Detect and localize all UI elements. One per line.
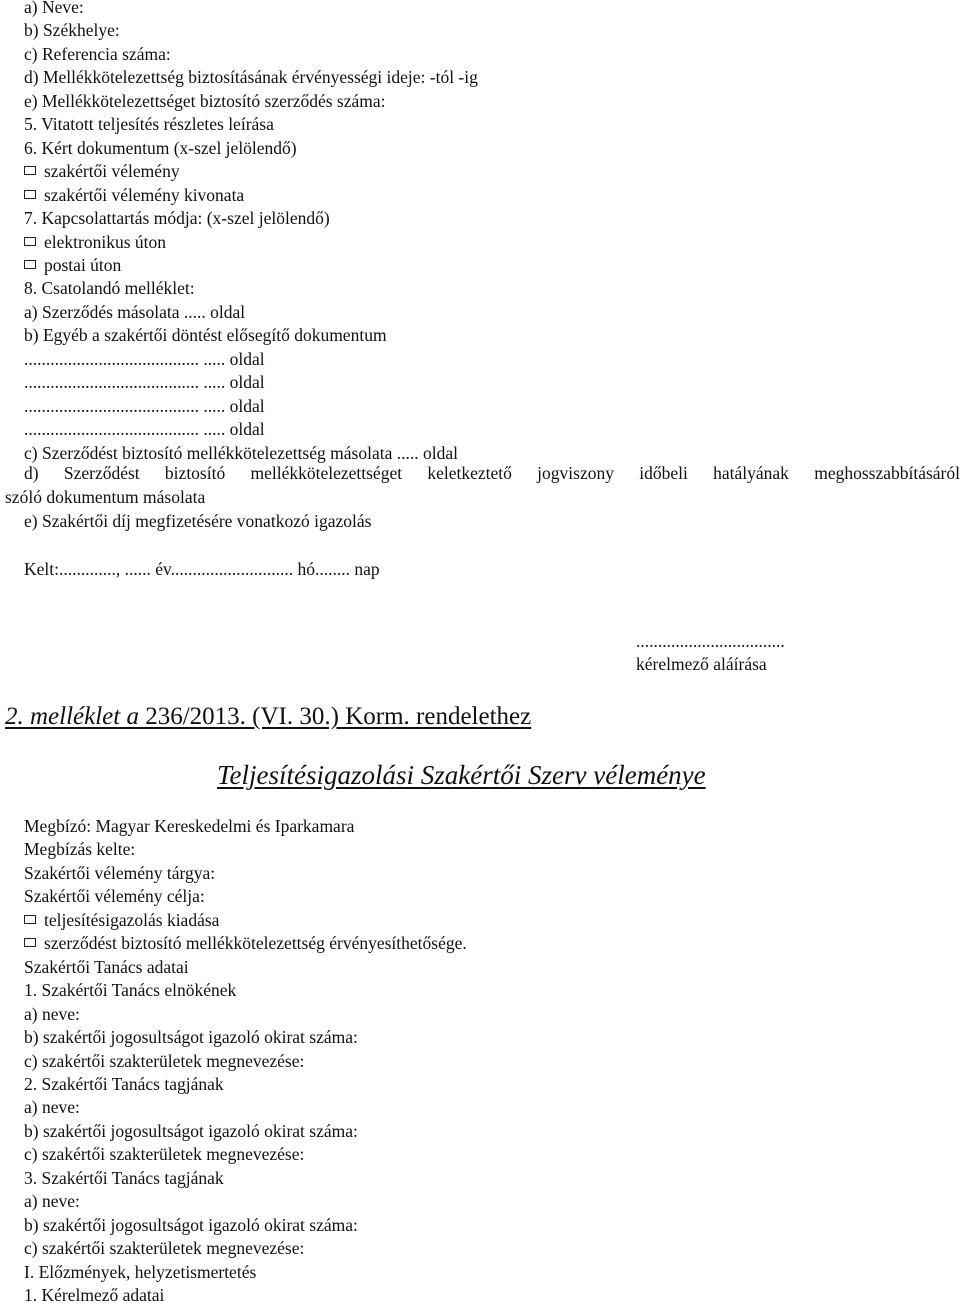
line-text: c) szakértői szakterületek megnevezése: xyxy=(24,1238,305,1259)
line-text: a) neve: xyxy=(24,1191,80,1212)
form-line xyxy=(24,1214,358,1237)
form-line xyxy=(24,1026,358,1049)
line-text: ........................................ ..... oldal xyxy=(24,372,265,393)
signature-dots: .................................. xyxy=(636,631,785,651)
form-line xyxy=(24,1073,224,1096)
checkbox-icon xyxy=(24,166,36,175)
form-line xyxy=(24,418,265,441)
line-text: a) neve: xyxy=(24,1003,80,1024)
checkbox-option xyxy=(24,932,467,955)
line-text: ........................................ ..... oldal xyxy=(24,419,265,440)
line-text: postai úton xyxy=(44,254,122,275)
form-line xyxy=(24,1096,80,1119)
line-text: 5. Vitatott teljesítés részletes leírása xyxy=(24,114,274,135)
line-text: Szakértői vélemény tárgya: xyxy=(24,862,216,883)
line-text: 1. Szakértői Tanács elnökének xyxy=(24,980,237,1001)
form-line xyxy=(24,66,478,89)
form-line xyxy=(24,1284,164,1307)
form-line xyxy=(24,1167,224,1190)
checkbox-icon xyxy=(24,260,36,269)
line-text: elektronikus úton xyxy=(44,231,166,252)
signature-label: kérelmező aláírása xyxy=(636,654,767,674)
line-text: c) Szerződést biztosító mellékkötelezettség másolata ..... oldal xyxy=(24,442,458,463)
form-line xyxy=(24,395,265,418)
line-text: a) Szerződés másolata ..... oldal xyxy=(24,301,246,322)
line-text: 3. Szakértői Tanács tagjának xyxy=(24,1167,224,1188)
form-line xyxy=(24,348,265,371)
line-text: szerződést biztosító mellékkötelezettség érvényesíthetősége. xyxy=(44,933,467,954)
line-text: 1. Kérelmező adatai xyxy=(24,1285,165,1305)
form-line xyxy=(24,301,245,324)
form-line xyxy=(24,0,84,19)
attachment-item-d-line1: d) Szerződést biztosító mellékkötelezettséget keletkeztető jogviszony időbeli hatályának meghosszabbításáról xyxy=(24,463,960,483)
line-text: 7. Kapcsolattartás módja: (x-szel jelölendő) xyxy=(24,208,330,229)
form-line xyxy=(24,1003,80,1026)
line-text: c) Referencia száma: xyxy=(24,43,171,64)
checkbox-option xyxy=(24,254,121,277)
annex-heading-prefix: 2. melléklet a xyxy=(5,703,139,730)
form-line xyxy=(24,956,189,979)
checkbox-icon xyxy=(24,915,36,924)
checkbox-option xyxy=(24,231,166,254)
form-line xyxy=(24,1261,256,1284)
line-text: a) neve: xyxy=(24,1097,80,1118)
line-text: c) szakértői szakterületek megnevezése: xyxy=(24,1050,305,1071)
line-text: Szakértői Tanács adatai xyxy=(24,956,189,977)
form-line xyxy=(24,137,297,160)
form-line xyxy=(24,979,236,1002)
line-text: Megbízó: Magyar Kereskedelmi és Iparkamara xyxy=(24,816,355,836)
line-text: I. Előzmények, helyzetismertetés xyxy=(24,1261,257,1282)
line-text: szakértői vélemény kivonata xyxy=(44,184,245,205)
form-line xyxy=(24,885,205,908)
form-line xyxy=(24,838,135,861)
form-line xyxy=(24,43,171,66)
form-line xyxy=(24,1050,304,1073)
line-text: ........................................ ..... oldal xyxy=(24,395,265,416)
document-title: Teljesítésigazolási Szakértői Szerv véleménye xyxy=(217,760,706,790)
line-text: szakértői vélemény xyxy=(44,161,180,182)
date-line: Kelt:............., ...... év............................ hó........ nap xyxy=(24,559,380,579)
form-line xyxy=(24,324,387,347)
form-line xyxy=(24,815,354,838)
line-text: b) szakértői jogosultságot igazoló okirat száma: xyxy=(24,1214,358,1235)
line-text: b) szakértői jogosultságot igazoló okirat száma: xyxy=(24,1027,358,1048)
checkbox-option xyxy=(24,909,219,932)
checkbox-icon xyxy=(24,237,36,246)
line-text: 6. Kért dokumentum (x-szel jelölendő) xyxy=(24,137,297,158)
checkbox-icon xyxy=(24,938,36,947)
form-line xyxy=(24,1190,80,1213)
form-line xyxy=(24,90,386,113)
line-text: c) szakértői szakterületek megnevezése: xyxy=(24,1144,305,1165)
form-line xyxy=(24,277,195,300)
checkbox-option xyxy=(24,160,180,183)
line-text: Szakértői vélemény célja: xyxy=(24,886,205,907)
form-line xyxy=(24,371,265,394)
form-line xyxy=(24,1143,304,1166)
line-text: a) Neve: xyxy=(24,0,84,17)
attachment-item-e: e) Szakértői díj megfizetésére vonatkozó igazolás xyxy=(24,511,372,531)
form-line xyxy=(24,207,330,230)
form-line xyxy=(24,1237,304,1260)
attachment-item-d xyxy=(0,462,960,485)
line-text: b) szakértői jogosultságot igazoló okirat száma: xyxy=(24,1120,358,1141)
form-line xyxy=(24,19,120,42)
line-text: d) Mellékkötelezettség biztosításának érvényességi ideje: -tól -ig xyxy=(24,67,478,88)
form-line xyxy=(24,1120,358,1143)
line-text: teljesítésigazolás kiadása xyxy=(44,909,220,930)
line-text: 8. Csatolandó melléklet: xyxy=(24,278,195,299)
annex-heading xyxy=(5,702,531,732)
checkbox-icon xyxy=(24,190,36,199)
checkbox-option xyxy=(24,184,244,207)
line-text: b) Székhelye: xyxy=(24,20,120,41)
line-text: b) Egyéb a szakértői döntést elősegítő dokumentum xyxy=(24,325,387,346)
line-text: ........................................ ..... oldal xyxy=(24,348,265,369)
form-line xyxy=(24,862,215,885)
form-line xyxy=(24,113,274,136)
line-text: 2. Szakértői Tanács tagjának xyxy=(24,1073,224,1094)
annex-heading-rest: 236/2013. (VI. 30.) Korm. rendelethez xyxy=(138,703,532,730)
line-text: e) Mellékkötelezettséget biztosító szerződés száma: xyxy=(24,90,386,111)
attachment-item-d-line2: szóló dokumentum másolata xyxy=(5,487,206,507)
line-text: Megbízás kelte: xyxy=(24,839,136,860)
